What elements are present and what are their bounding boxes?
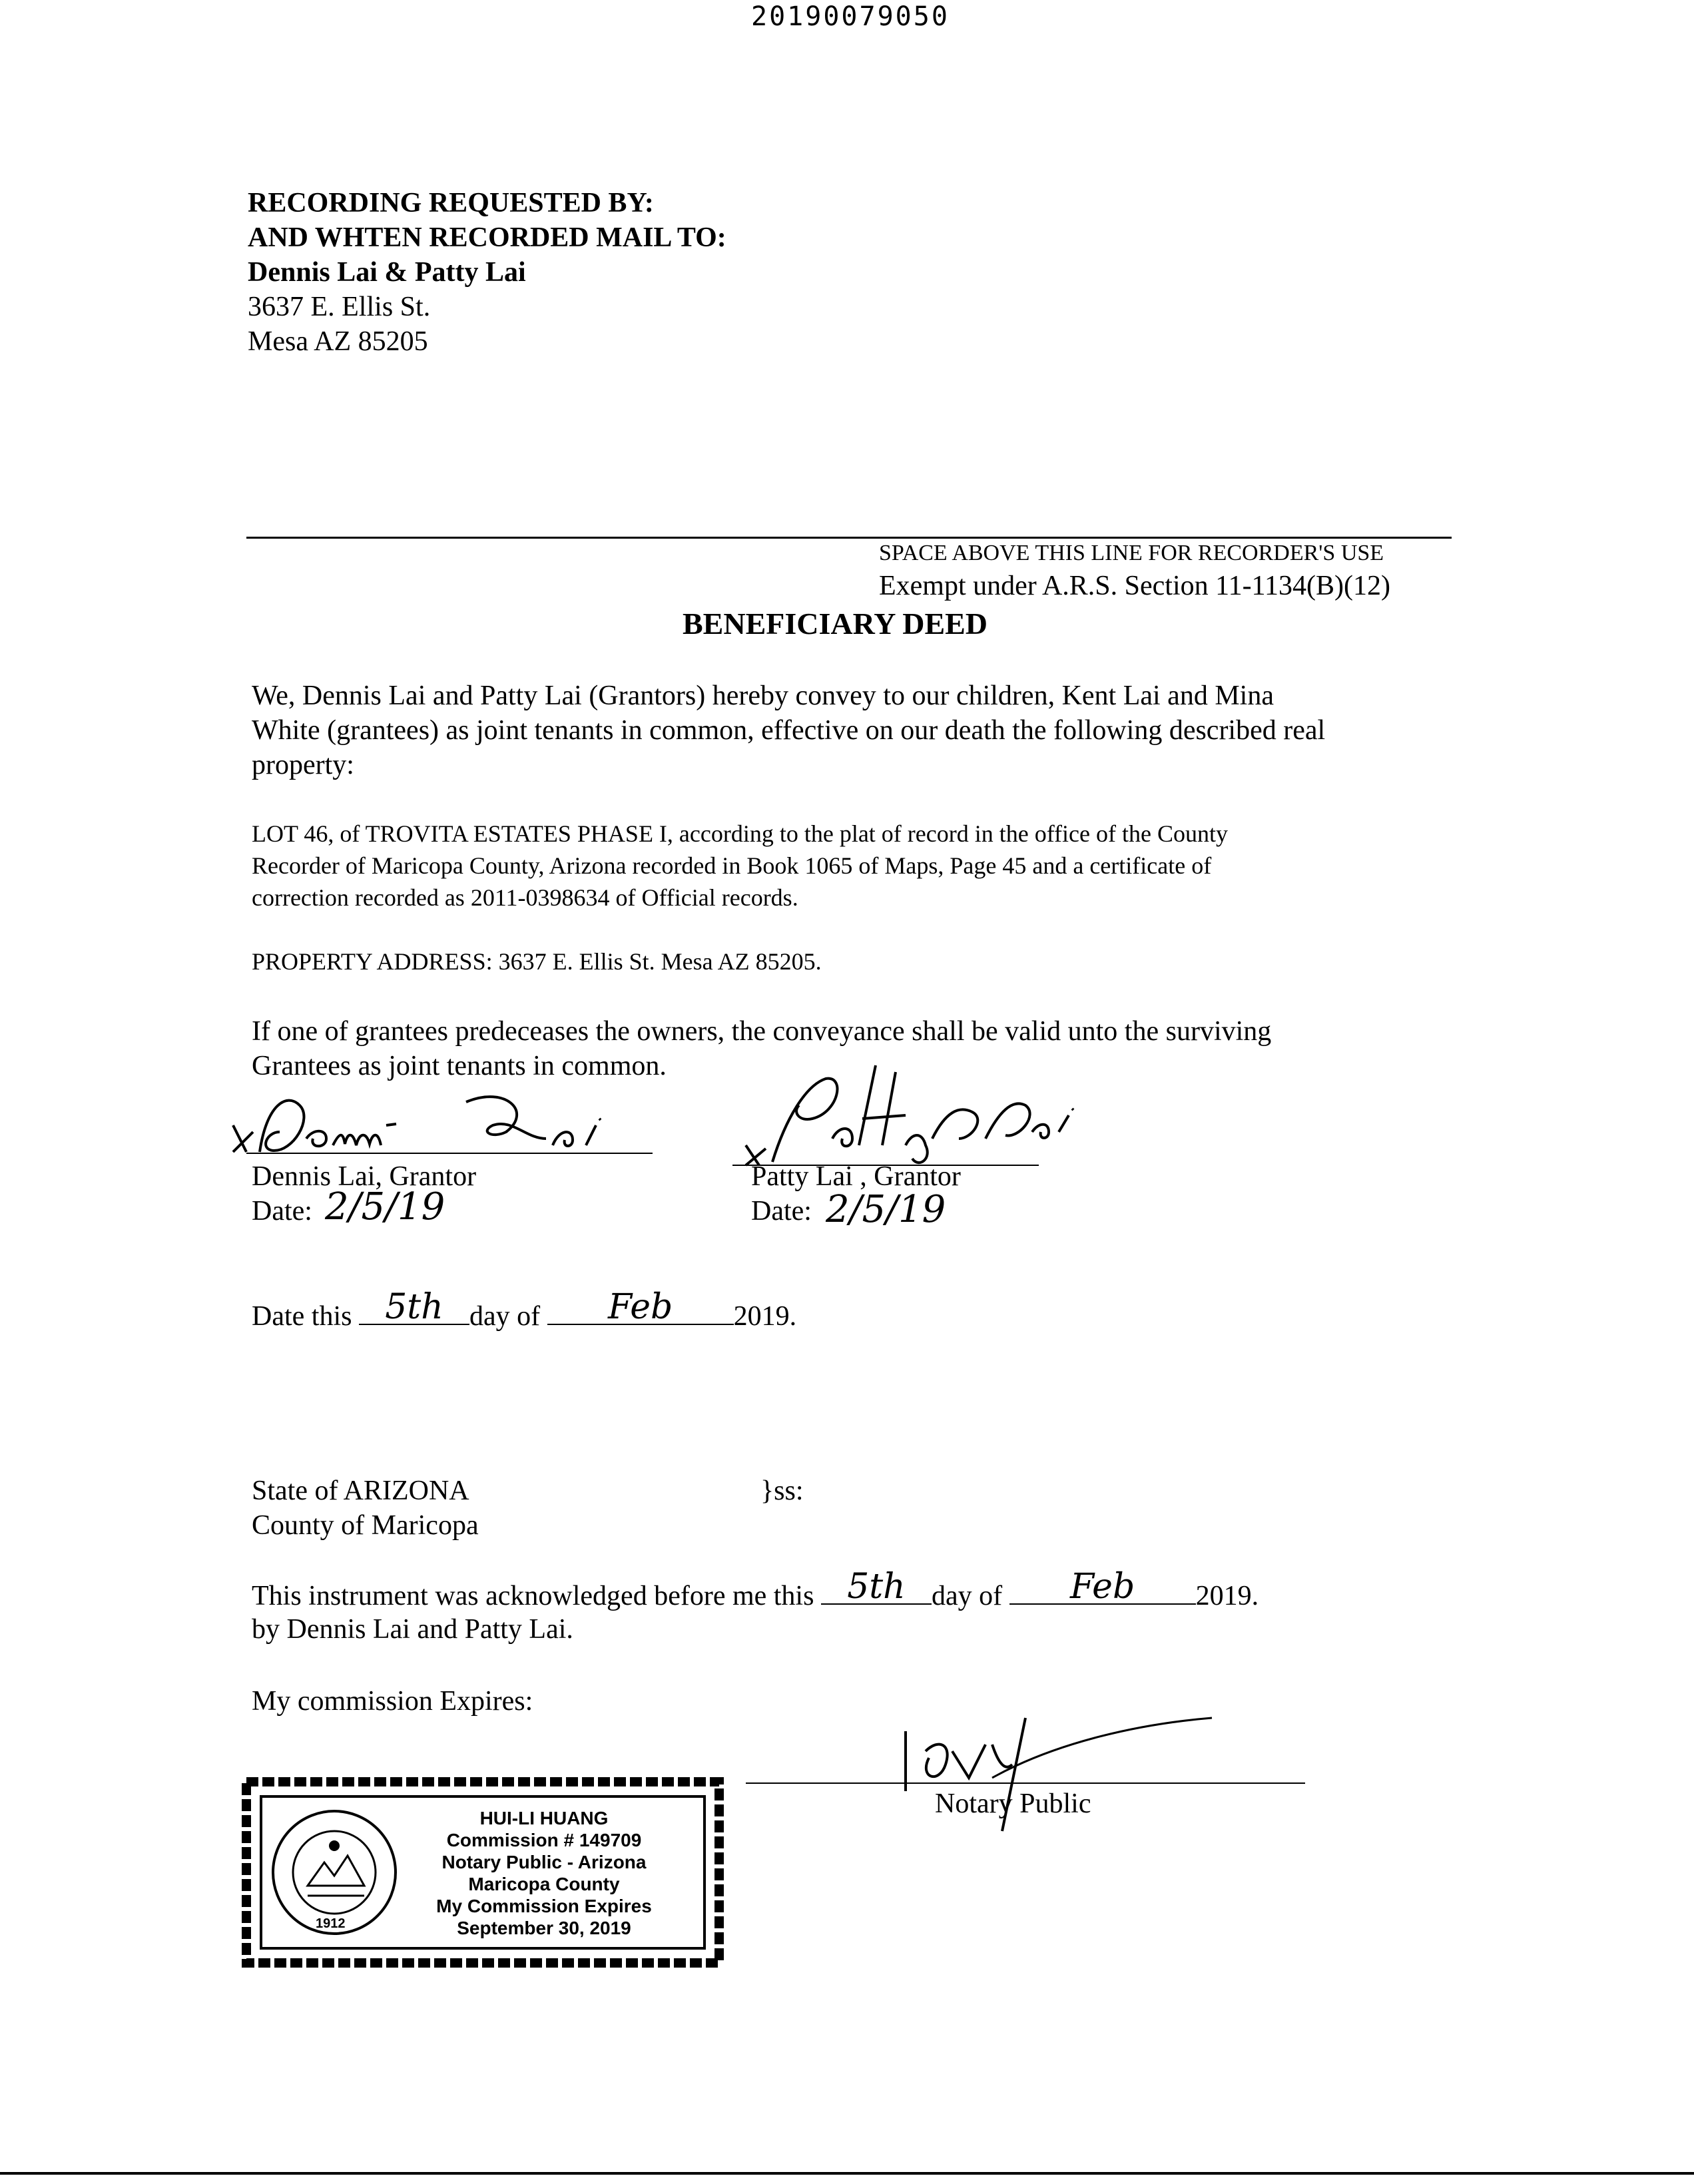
acknowledged-by: by Dennis Lai and Patty Lai.	[252, 1614, 573, 1645]
county-line: County of Maricopa	[252, 1510, 479, 1541]
conveyance-line-3: property:	[252, 750, 354, 780]
stamp-title: Notary Public - Arizona	[441, 1852, 647, 1872]
ack-month-blank	[1009, 1567, 1196, 1607]
mail-to-city: Mesa AZ 85205	[248, 326, 428, 357]
dated-day: 5th	[385, 1287, 443, 1327]
grantor2-date: 2/5/19	[826, 1188, 946, 1231]
ack-prefix: This instrument was acknowledged before me this	[252, 1581, 814, 1611]
commission-expires-label: My commission Expires:	[252, 1686, 533, 1717]
mail-to-name: Dennis Lai & Patty Lai	[248, 257, 526, 288]
stamp-expires-label: My Commission Expires	[436, 1896, 652, 1916]
recorder-use-note: SPACE ABOVE THIS LINE FOR RECORDER'S USE	[879, 541, 1384, 565]
recording-requested-by: RECORDING REQUESTED BY:	[248, 188, 654, 218]
page-bottom-edge	[0, 2172, 1694, 2175]
recording-number: 20190079050	[751, 1, 950, 32]
dated-line	[252, 1287, 797, 1334]
property-address: PROPERTY ADDRESS: 3637 E. Ellis St. Mesa AZ 85205.	[252, 948, 822, 975]
dated-month-blank	[547, 1287, 734, 1327]
survivorship-line-1: If one of grantees predeceases the owners, the conveyance shall be valid unto the surviving	[252, 1016, 1272, 1047]
dated-mid: day of	[469, 1301, 541, 1332]
grantor1-date: 2/5/19	[325, 1185, 445, 1228]
patty-lai-signature	[732, 1039, 1105, 1172]
deed-title: BENEFICIARY DEED	[683, 607, 988, 641]
ack-month: Feb	[1069, 1567, 1135, 1607]
survivorship-line-2: Grantees as joint tenants in common.	[252, 1051, 667, 1081]
dated-month: Feb	[607, 1287, 673, 1327]
grantor2-label: Patty Lai , Grantor	[751, 1161, 961, 1192]
acknowledgment-line	[252, 1567, 1259, 1614]
stamp-commission: Commission # 149709	[446, 1830, 642, 1850]
notary-public-label: Notary Public	[935, 1788, 1091, 1819]
dennis-lai-signature	[226, 1065, 693, 1165]
stamp-name: HUI-LI HUANG	[479, 1808, 609, 1828]
notary-stamp	[241, 1776, 724, 1968]
dated-year: 2019.	[733, 1301, 797, 1332]
legal-description-line-3: correction recorded as 2011-0398634 of Official records.	[252, 884, 798, 911]
ss-mark: }ss:	[760, 1476, 804, 1506]
grantor1-label: Dennis Lai, Grantor	[252, 1161, 477, 1192]
legal-description-line-2: Recorder of Maricopa County, Arizona recorded in Book 1065 of Maps, Page 45 and a certificate of	[252, 852, 1212, 879]
ack-day-blank	[821, 1567, 932, 1607]
stamp-expires-date: September 30, 2019	[457, 1918, 631, 1938]
mail-to-street: 3637 E. Ellis St.	[248, 292, 431, 322]
grantor1-date-label: Date:	[252, 1196, 312, 1227]
stamp-county: Maricopa County	[468, 1874, 620, 1894]
dated-day-blank	[359, 1287, 469, 1327]
ack-day: 5th	[847, 1567, 906, 1607]
conveyance-line-2: White (grantees) as joint tenants in common, effective on our death the following described real	[252, 715, 1326, 746]
recorder-line	[246, 537, 1452, 539]
ack-year: 2019.	[1195, 1581, 1259, 1611]
mail-to-heading: AND WHTEN RECORDED MAIL TO:	[248, 222, 726, 253]
dated-prefix: Date this	[252, 1301, 352, 1332]
legal-description-line-1: LOT 46, of TROVITA ESTATES PHASE I, according to the plat of record in the office of the County	[252, 820, 1228, 847]
conveyance-line-1: We, Dennis Lai and Patty Lai (Grantors) hereby convey to our children, Kent Lai and Mina	[252, 681, 1274, 711]
seal-year: 1912	[316, 1916, 346, 1931]
exempt-note: Exempt under A.R.S. Section 11-1134(B)(12)	[879, 571, 1390, 601]
grantor2-date-label: Date:	[751, 1196, 812, 1227]
state-line: State of ARIZONA	[252, 1476, 469, 1506]
stamp-lines	[381, 1807, 707, 1939]
ack-mid: day of	[931, 1581, 1003, 1611]
